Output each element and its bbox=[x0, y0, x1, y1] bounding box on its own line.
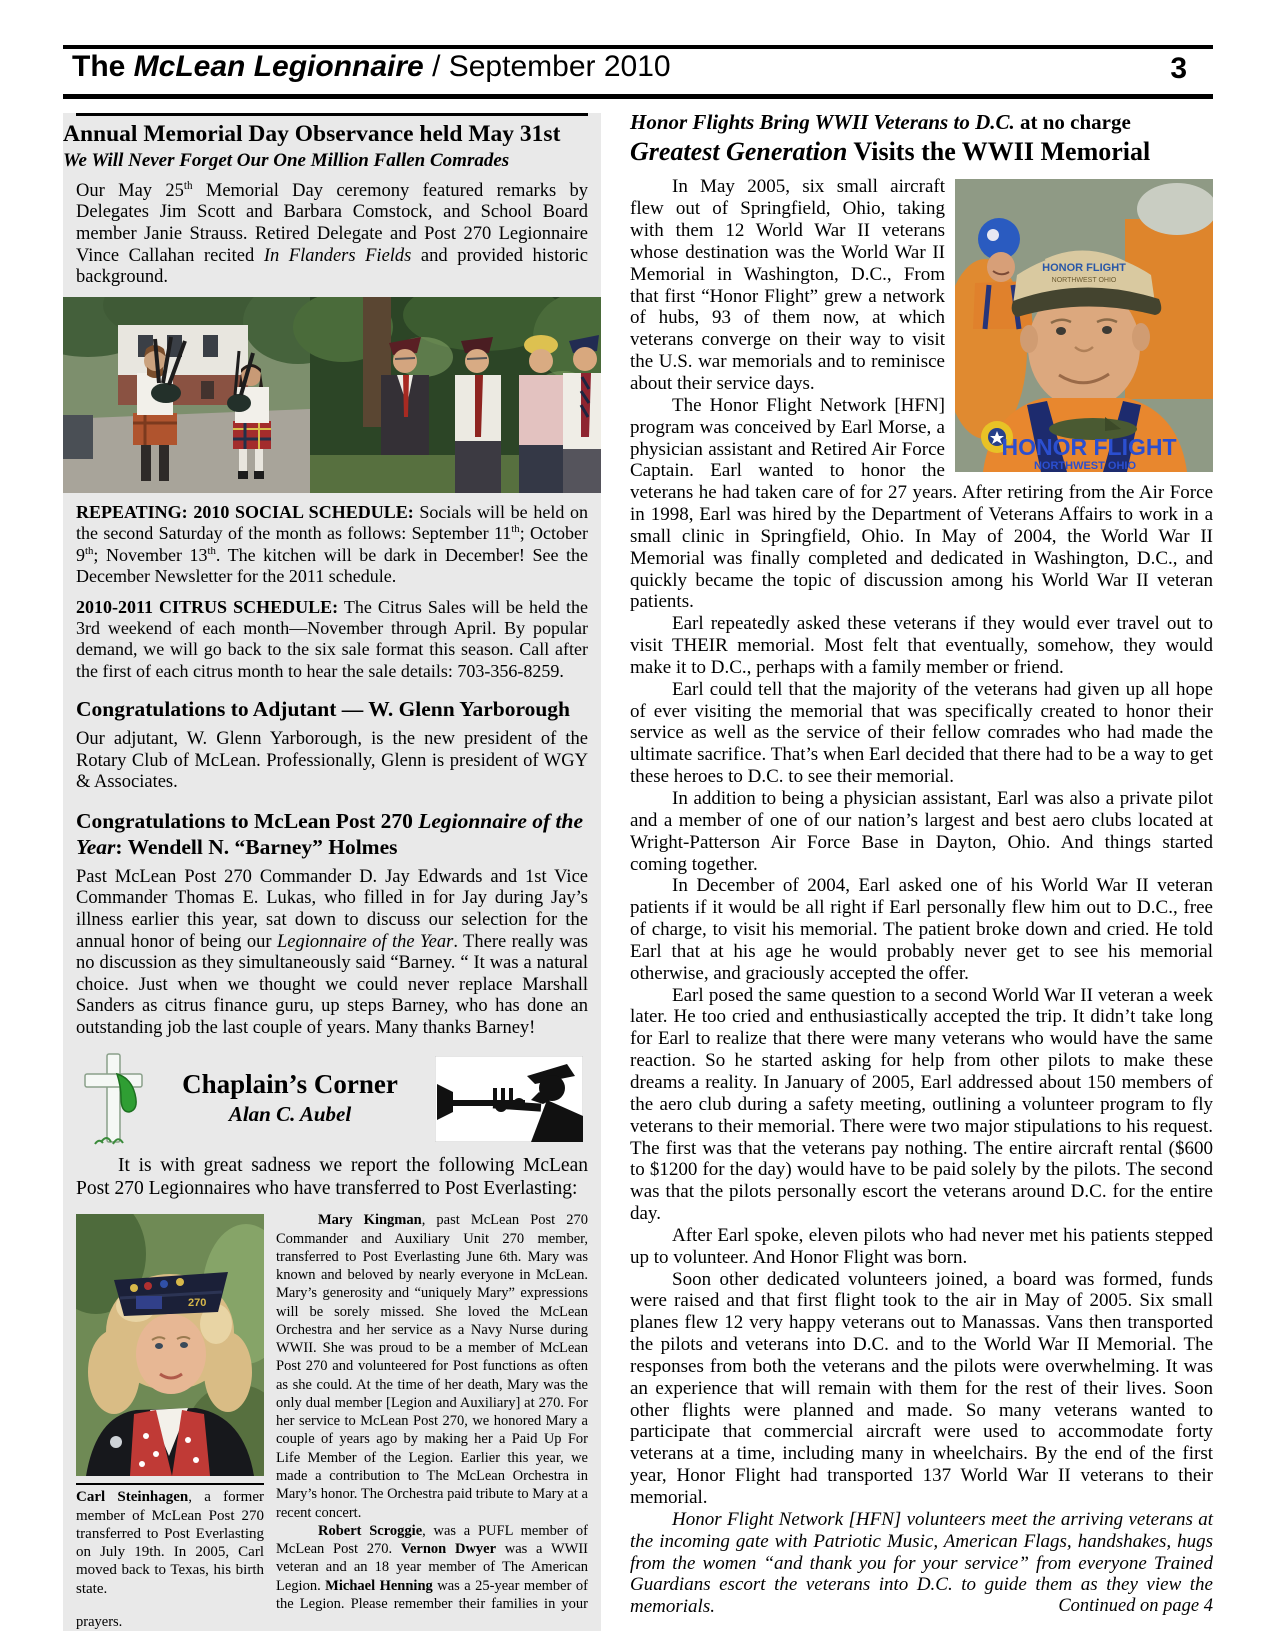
legionnaire-of-year-body bbox=[76, 867, 588, 1040]
text-run: Our May 25 bbox=[76, 180, 184, 201]
text-run: . The kitchen will be dark in December! See the December Newsletter for the 2011 schedule. bbox=[76, 544, 588, 587]
honor-flight-article bbox=[630, 176, 1213, 1617]
adjutant-body bbox=[76, 729, 588, 794]
text-run: Michael Henning bbox=[325, 1577, 433, 1594]
text-run: In addition to being a physician assistant, Earl was also a private pilot and a member of one of our nation’s largest and best aero clubs located at Wright-Patterson Air Force Base in Dayton, Ohio. And things started coming together. bbox=[630, 788, 1213, 875]
text-run: Past McLean Post 270 Commander D. Jay Edwards and 1st Vice Commander Thomas E. Lukas, who filled in for Jay during Jay’s illness earlier this year, sat down to discuss our selection for the annual honor of being our bbox=[76, 866, 588, 952]
text-run: In December of 2004, Earl asked one of his World War II veteran patients if it would be all right if Earl personally flew him out to D.C., free of charge, to visit his memorial. The patient broke down and cried. He told Earl that at his age he would probably never get to see his memorial otherwise, and graciously accepted the offer. bbox=[630, 875, 1213, 984]
memorial-body bbox=[76, 181, 588, 289]
honor-flight-kicker bbox=[630, 110, 1213, 135]
masthead-title: McLean Legionnaire bbox=[133, 50, 424, 83]
article-paragraph bbox=[630, 985, 1213, 1225]
page-number: 3 bbox=[1170, 52, 1187, 85]
chaplains-corner-title: Chaplain’s Corner bbox=[182, 1069, 398, 1100]
masthead-date: / September 2010 bbox=[423, 50, 671, 83]
masthead bbox=[72, 50, 671, 84]
memorial-title: Annual Memorial Day Observance held May 31st bbox=[63, 121, 561, 147]
text-run: Robert Scroggie bbox=[318, 1522, 423, 1539]
text-run: Legionnaire of the Year bbox=[76, 808, 584, 859]
obit-photo-block bbox=[76, 1214, 264, 1598]
text-run: In May 2005, six small aircraft flew out of Springfield, Ohio, taking with them 12 World War II veterans whose destination was the World War II Memorial in Washington, D.C., From that first “Honor Flight” grew a network of hubs, 93 of them now, at which veterans converge on their way to visit the U.S. war memorials and to reminisce about their service days. bbox=[630, 176, 945, 394]
text-run: and provided historic background. bbox=[76, 245, 589, 288]
obituaries-section bbox=[76, 1211, 588, 1631]
text-run: Earl could tell that the majority of the veterans had given up all hope of ever visiting the memorial that was specifically created to honor their service as well as the service of their fellow comrades who had made the ultimate sacrifice. That’s when Earl decided that there had to be a way to get these heroes to D.C. to see their memorial. bbox=[630, 678, 1213, 788]
chaplain-name: Alan C. Aubel bbox=[228, 1102, 352, 1127]
article-paragraph bbox=[630, 613, 1213, 679]
masthead-prefix: The bbox=[72, 50, 134, 83]
shirt-logo-subtext: NORTHWEST OHIO bbox=[1033, 460, 1137, 473]
cross-icon bbox=[81, 1050, 145, 1148]
honor-flight-veteran-photo bbox=[955, 179, 1213, 472]
header-rule-bottom bbox=[63, 94, 1213, 99]
text-run: th bbox=[85, 544, 94, 557]
text-run: REPEATING: 2010 SOCIAL SCHEDULE: bbox=[76, 502, 414, 523]
text-run: th bbox=[511, 523, 520, 536]
adjutant-heading: Congratulations to Adjutant — W. Glenn Yarborough bbox=[76, 697, 571, 722]
text-run: Mary Kingman bbox=[318, 1212, 422, 1229]
memorial-article-rule bbox=[76, 113, 588, 121]
left-column bbox=[63, 113, 601, 1631]
text-run: The Honor Flight Network [HFN] program was conceived by Earl Morse, a physician assistant and Retired Air Force Captain. Earl wanted to honor the veterans he had taken care of for 27 years. After retiring from the Air Force in 1998, Earl was hired by the Department of Veterans Affairs to work in a small clinic in Springfield, Ohio. In May of 2004, the World War II Memorial was finally completed and dedicated in Washington, D.C., and quickly became the topic of discussion among his World War II veteran patients. bbox=[630, 394, 1213, 613]
honor-flight-headline bbox=[630, 136, 1213, 167]
text-run: Carl Steinhagen bbox=[76, 1489, 189, 1506]
text-run: th bbox=[183, 179, 193, 192]
text-run: ; October 9 bbox=[76, 523, 588, 565]
text-run: Honor Flights Bring WWII Veterans to D.C. bbox=[630, 110, 1015, 134]
text-run: ; November 13 bbox=[93, 544, 208, 565]
article-paragraph bbox=[630, 875, 1213, 984]
article-paragraph bbox=[630, 679, 1213, 788]
text-run: Soon other dedicated volunteers joined, a board was formed, funds were raised and that first flight took to the air in May of 2005. Six small planes flew 12 very happy veterans out to Manassas. Vans then transported the pilots and veterans into D.C. and to the World War II Memorial. The responses from both the veterans and the pilots were overwhelming. It was an experience that will remain with them for the rest of their lives. Soon other flights were planned and made. So many veterans wanted to participate that commercial aircraft were used to accommodate forty veterans at a time, including many in wheelchairs. By the end of the first year, Honor Flight had transported 137 World War II veterans to their memorial. bbox=[630, 1268, 1213, 1508]
memorial-day-photo bbox=[63, 297, 601, 493]
shirt-logo-text: HONOR FLIGHT bbox=[1001, 434, 1177, 461]
text-run: th bbox=[207, 544, 216, 557]
text-run: Congratulations to McLean Post 270 bbox=[76, 808, 419, 833]
text-run: , past McLean Post 270 Commander and Auxiliary Unit 270 member, transferred to Post Everlasting June 6th. Mary was known and beloved by nearly everyone in McLean. Mary’s generosity and “uniquely Mary” expressions will be sorely missed. She loved the McLean Orchestra and her service as a Navy Nurse during WWII. She was proud to be a member of McLean Post 270 and volunteered for Post functions as often as she could. At the time of her death, Mary was the only dual member [Legion and Auxiliary] at 270. For her service to McLean Post 270, we honored Mary a couple of years ago by making her a Paid Up For Life Member of the Legion. Earlier this year, we made a contribution to The McLean Orchestra in Mary’s honor. The Orchestra paid tribute to Mary at a recent concert. bbox=[276, 1212, 588, 1521]
text-run: In Flanders Fields bbox=[263, 245, 412, 266]
text-run: Socials will be held on the second Saturday of the month as follows: September 11 bbox=[76, 502, 588, 544]
text-run: , a former member of McLean Post 270 transferred to Post Everlasting on July 19th. In 2005, Carl moved back to Texas, his birth state. bbox=[76, 1489, 264, 1597]
text-run: Vernon Dwyer bbox=[400, 1541, 497, 1558]
citrus-schedule bbox=[76, 597, 588, 683]
text-run: Visits the WWII Memorial bbox=[847, 137, 1151, 167]
text-run: at no charge bbox=[1014, 110, 1131, 134]
text-run: was a 25-year member of the Legion. Please remember their families in your prayers. bbox=[76, 1577, 588, 1631]
cap-logo-subtext: NORTHWEST OHIO bbox=[1051, 277, 1117, 285]
text-run: Our adjutant, W. Glenn Yarborough, is the new president of the Rotary Club of McLean. Professionally, Glenn is president of WGY & Associates. bbox=[76, 729, 588, 793]
right-column bbox=[630, 110, 1213, 1617]
cap-logo-text: HONOR FLIGHT bbox=[1042, 262, 1126, 275]
text-run: 2010-2011 CITRUS SCHEDULE: bbox=[76, 596, 339, 617]
mary-kingman-photo bbox=[76, 1214, 264, 1476]
social-schedule bbox=[76, 502, 588, 588]
article-paragraph bbox=[630, 788, 1213, 875]
text-run: Greatest Generation bbox=[630, 137, 848, 167]
chaplains-corner-header bbox=[81, 1050, 583, 1148]
text-run: , was a PUFL member of McLean Post 270. bbox=[276, 1522, 588, 1558]
text-run: Honor Flight Network [HFN] volunteers meet the arriving veterans at the incoming gate with Patriotic Music, American Flags, handshakes, hugs from the women “and thank you for your service” from everyone Trained Guardians escort the veterans into D.C. to guide them as they view the memorials. bbox=[630, 1508, 1213, 1618]
text-run: Earl repeatedly asked these veterans if they would ever travel out to visit THEIR memorial. Most felt that eventually, somehow, they would make it to D.C., perhaps with a family member or friend. bbox=[630, 613, 1213, 678]
bugler-clipart bbox=[435, 1056, 583, 1142]
text-run: Memorial Day ceremony featured remarks by Delegates Jim Scott and Barbara Comstock, and School Board member Janie Strauss. Retired Delegate and Post 270 Legionnaire Vince Callahan recited bbox=[76, 180, 589, 266]
text-run: The Citrus Sales will be held the 3rd weekend of each month—November through April. By popular demand, we will go back to the six sale format this season. Call after the first of each citrus month to hear the sale details: 703-356-8259. bbox=[76, 596, 589, 681]
carl-steinhagen-caption bbox=[76, 1483, 264, 1598]
post-everlasting-intro: It is with great sadness we report the following McLean Post 270 Legionnaires who have transferred to Post Everlasting: bbox=[76, 1154, 588, 1200]
text-run: was a WWII veteran and an 18 year member of The American Legion. bbox=[276, 1541, 588, 1594]
article-paragraph bbox=[630, 1225, 1213, 1269]
text-run: Earl posed the same question to a second World War II veteran a week later. He too cried and enthusiastically accepted the trip. It didn’t take long for Earl to realize that there were many veterans who would have the same reaction. So he started asking for help from other pilots to make these dreams a reality. In January of 2005, Earl addressed about 150 members of the aero club during a safety meeting, outlining a volunteer program to fly veterans to their memorial. There were two major stipulations to his request. The first was that the veterans pay nothing. The entire aircraft rental ($600 to $1200 for the day) would have to be paid solely by the pilots. The second was that the pilots personally escort the veterans around D.C. for the entire day. bbox=[630, 984, 1213, 1225]
text-run: . There really was no discussion as they simultaneously said “Barney. “ It was a natural choice. Just when we thought we could never replace Marshall Sanders as citrus finance guru, up steps Barney, who has done an outstanding job the last couple of years. Many thanks Barney! bbox=[76, 931, 588, 1039]
continued-note: Continued on page 4 bbox=[1058, 1596, 1213, 1617]
mary-cap-text: 270 bbox=[188, 1297, 207, 1310]
text-run: After Earl spoke, eleven pilots who had never met his patients stepped up to volunteer. And Honor Flight was born. bbox=[630, 1224, 1213, 1268]
header-rule-top bbox=[63, 45, 1213, 49]
memorial-subtitle: We Will Never Forget Our One Million Fallen Comrades bbox=[63, 150, 510, 172]
text-run: Legionnaire of the Year bbox=[276, 931, 454, 952]
legionnaire-of-year-heading bbox=[76, 809, 588, 861]
text-run: : Wendell N. “Barney” Holmes bbox=[115, 834, 398, 859]
article-paragraph bbox=[630, 1269, 1213, 1509]
